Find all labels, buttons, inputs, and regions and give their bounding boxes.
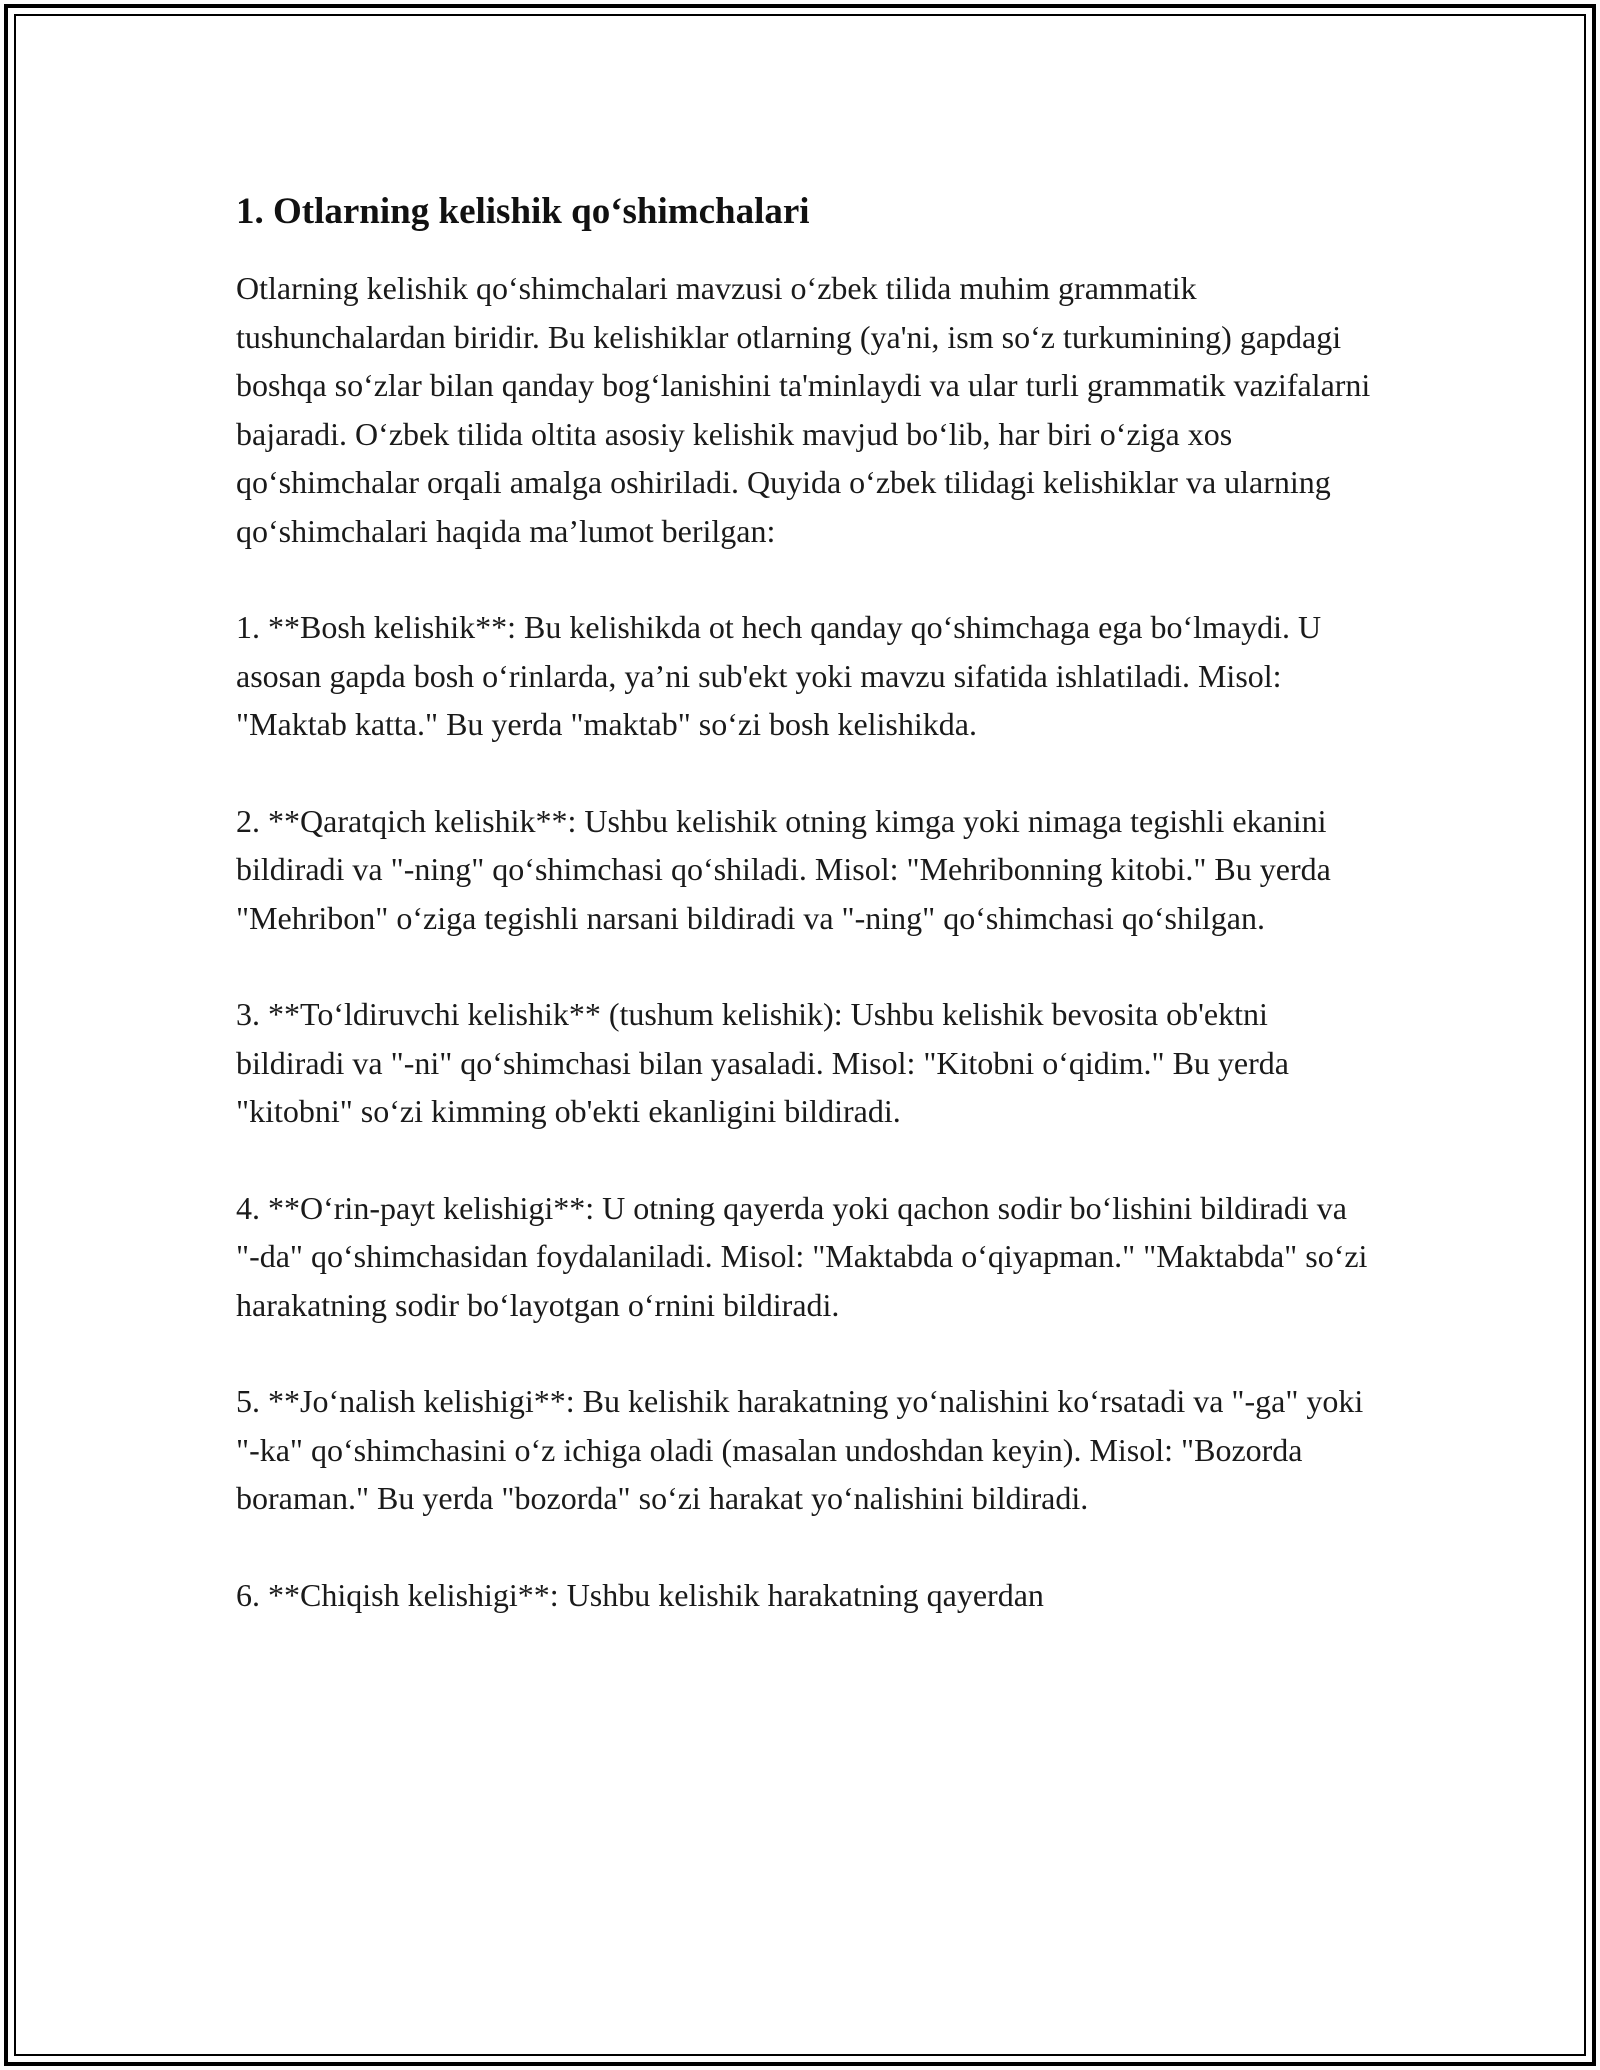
list-item-chiqish-kelishigi: 6. **Chiqish kelishigi**: Ushbu kelishik harakatning qayerdan xyxy=(236,1576,1044,1613)
section-heading: 1. Otlarning kelishik qo‘shimchalari xyxy=(236,191,810,232)
list-item-toldiruvchi-kelishik: 3. **To‘ldiruvchi kelishik** (tushum kelishik): Ushbu kelishik bevosita ob'ektni bildiradi va "-ni" qo‘shimchasi bilan yasaladi. Misol: "Kitobni o‘qidim." Bu yerda "kitobni" so‘zi kimming ob'ekti ekanligini bildiradi. xyxy=(236,996,1289,1129)
list-item-bosh-kelishik: 1. **Bosh kelishik**: Bu kelishikda ot hech qanday qo‘shimchaga ega bo‘lmaydi. U asosan gapda bosh o‘rinlarda, ya’ni sub'ekt yoki mavzu sifatida ishlatiladi. Misol: "Maktab katta." Bu yerda "maktab" so‘zi bosh kelishikda. xyxy=(236,609,1322,742)
document-body xyxy=(236,186,1376,1667)
list-item-jonalish-kelishigi: 5. **Jo‘nalish kelishigi**: Bu kelishik harakatning yo‘nalishini ko‘rsatadi va "-ga" yoki "-ka" qo‘shimchasini o‘z ichiga oladi (masalan undoshdan keyin). Misol: "Bozorda boraman." Bu yerda "bozorda" so‘zi harakat yo‘nalishini bildiradi. xyxy=(236,1383,1364,1516)
intro-paragraph: Otlarning kelishik qo‘shimchalari mavzusi o‘zbek tilida muhim grammatik tushunchalardan biridir. Bu kelishiklar otlarning (ya'ni, ism so‘z turkumining) gapdagi boshqa so‘zlar bilan qanday bog‘lanishini ta'minlaydi va ular turli grammatik vazifalarni bajaradi. O‘zbek tilida oltita asosiy kelishik mavjud bo‘lib, har biri o‘ziga xos qo‘shimchalar orqali amalga oshiriladi. Quyida o‘zbek tilidagi kelishiklar va ularning qo‘shimchalari haqida ma’lumot berilgan: xyxy=(236,270,1371,549)
list-item-orin-payt-kelishigi: 4. **O‘rin-payt kelishigi**: U otning qayerda yoki qachon sodir bo‘lishini bildiradi va "-da" qo‘shimchasidan foydalaniladi. Misol: "Maktabda o‘qiyapman." "Maktabda" so‘zi harakatning sodir bo‘layotgan o‘rnini bildiradi. xyxy=(236,1189,1368,1323)
list-item-qaratqich-kelishik: 2. **Qaratqich kelishik**: Ushbu kelishik otning kimga yoki nimaga tegishli ekanini bildiradi va "-ning" qo‘shimchasi qo‘shiladi. Misol: "Mehribonning kitobi." Bu yerda "Mehribon" o‘ziga tegishli narsani bildiradi va "-ning" qo‘shimchasi qo‘shilgan. xyxy=(236,802,1331,936)
